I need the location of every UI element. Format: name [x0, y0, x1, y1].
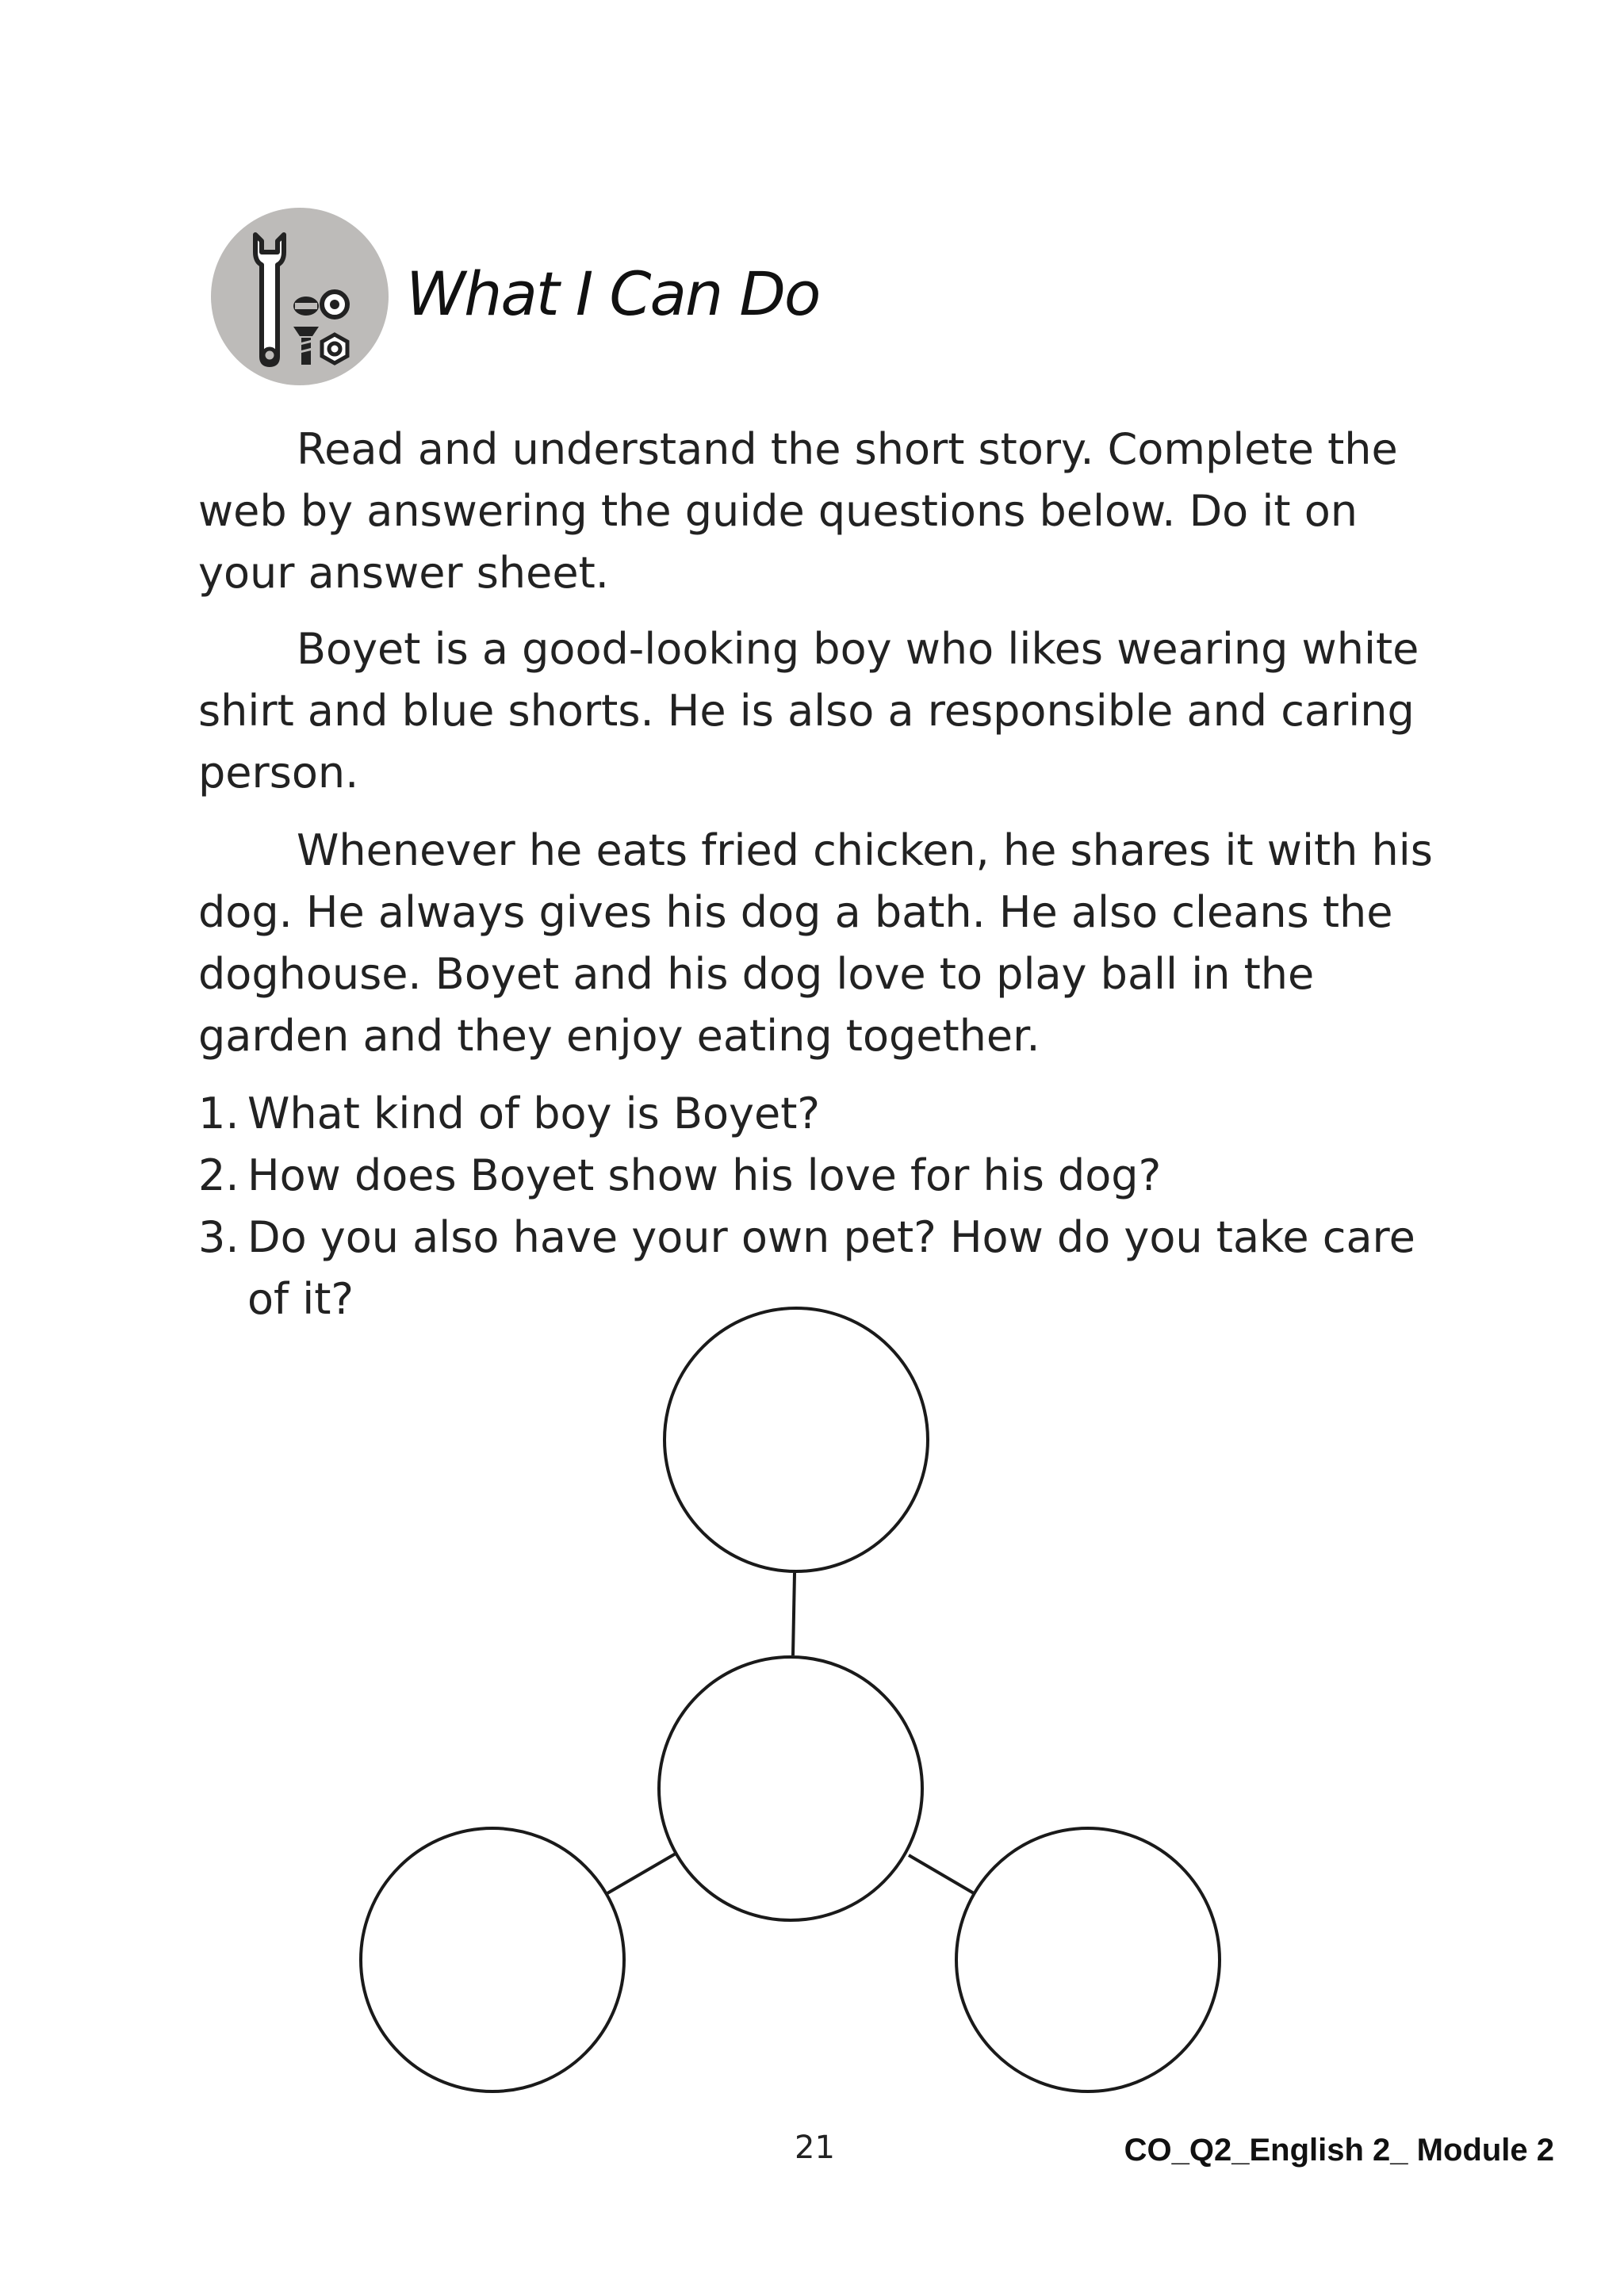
page-number: 21 — [795, 2130, 835, 2166]
module-code: CO_Q2_English 2_ Module 2 — [1124, 2133, 1554, 2168]
web-circle-top[interactable] — [665, 1308, 928, 1571]
web-connector-right — [909, 1855, 974, 1893]
question-text: What kind of boy is Boyet? — [247, 1089, 821, 1138]
question-text: Do you also have your own pet? How do you take care of it? — [247, 1212, 1415, 1324]
question-number: 1. — [198, 1089, 239, 1138]
web-circle-center[interactable] — [659, 1657, 922, 1920]
web-connector-top — [793, 1573, 795, 1655]
question-item — [198, 1145, 1451, 1207]
web-circle-left[interactable] — [361, 1828, 624, 2091]
question-number: 2. — [198, 1150, 239, 1200]
question-text: How does Boyet show his love for his dog? — [247, 1150, 1162, 1200]
guide-questions — [198, 1083, 1451, 1330]
story-paragraph-1: Boyet is a good-looking boy who likes wearing white shirt and blue shorts. He is also a responsible and caring person. — [198, 624, 1419, 798]
instructions: Read and understand the short story. Complete the web by answering the guide questions below. Do it on your answer sheet. — [198, 424, 1398, 598]
question-item — [198, 1207, 1451, 1330]
question-number: 3. — [198, 1212, 239, 1262]
wrench-and-bolts-icon — [209, 206, 390, 387]
web-connector-left — [607, 1854, 676, 1893]
section-title: What I Can Do — [406, 258, 820, 329]
question-item — [198, 1083, 1451, 1145]
story-paragraph-2: Whenever he eats fried chicken, he shares it with his dog. He always gives his dog a bath. He also cleans the doghouse. Boyet and his dog love to play ball in the garden and they enjoy eating together. — [198, 825, 1433, 1061]
web-circle-right[interactable] — [956, 1828, 1220, 2091]
